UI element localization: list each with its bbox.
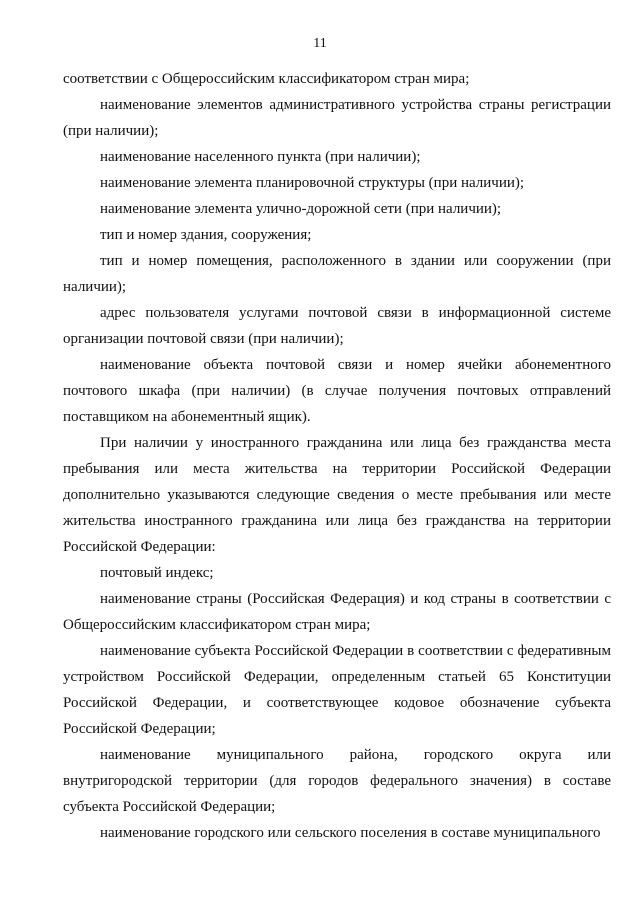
paragraph: наименование городского или сельского поселения в составе муниципального <box>100 825 601 841</box>
paragraph: наименование элемента улично-дорожной сети (при наличии); <box>100 201 502 217</box>
paragraph: наименование субъекта Российской Федерации в соответствии с федеративным устройством Российской Федерации, определенным статьей 65 Конституции Российской Федерации, и соответствующее кодовое обозначение субъекта Российской Федерации; <box>63 643 611 737</box>
paragraph: соответствии с Общероссийским классификатором стран мира; <box>63 71 470 87</box>
document-body <box>63 66 611 846</box>
paragraph: почтовый индекс; <box>100 565 214 581</box>
paragraph: наименование страны (Российская Федерация) и код страны в соответствии с Общероссийским классификатором стран мира; <box>63 591 611 633</box>
paragraph: наименование населенного пункта (при наличии); <box>100 149 421 165</box>
paragraph: При наличии у иностранного гражданина или лица без гражданства места пребывания или места жительства на территории Российской Федерации дополнительно указываются следующие сведения о месте пребывания или месте жительства иностранного гражданина или лица без гражданства на территории Российской Федерации: <box>63 435 611 555</box>
paragraph: наименование муниципального района, городского округа или внутригородской территории (для городов федерального значения) в составе субъекта Российской Федерации; <box>63 747 611 815</box>
paragraph: наименование объекта почтовой связи и номер ячейки абонементного почтового шкафа (при наличии) (в случае получения почтовых отправлений поставщиком на абонементный ящик). <box>63 357 611 425</box>
paragraph: адрес пользователя услугами почтовой связи в информационной системе организации почтовой связи (при наличии); <box>63 305 611 347</box>
paragraph: тип и номер здания, сооружения; <box>100 227 312 243</box>
paragraph: наименование элементов административного устройства страны регистрации (при наличии); <box>63 97 611 139</box>
page-number: 11 <box>313 36 327 51</box>
paragraph: наименование элемента планировочной структуры (при наличии); <box>100 175 525 191</box>
paragraph: тип и номер помещения, расположенного в здании или сооружении (при наличии); <box>63 253 611 295</box>
